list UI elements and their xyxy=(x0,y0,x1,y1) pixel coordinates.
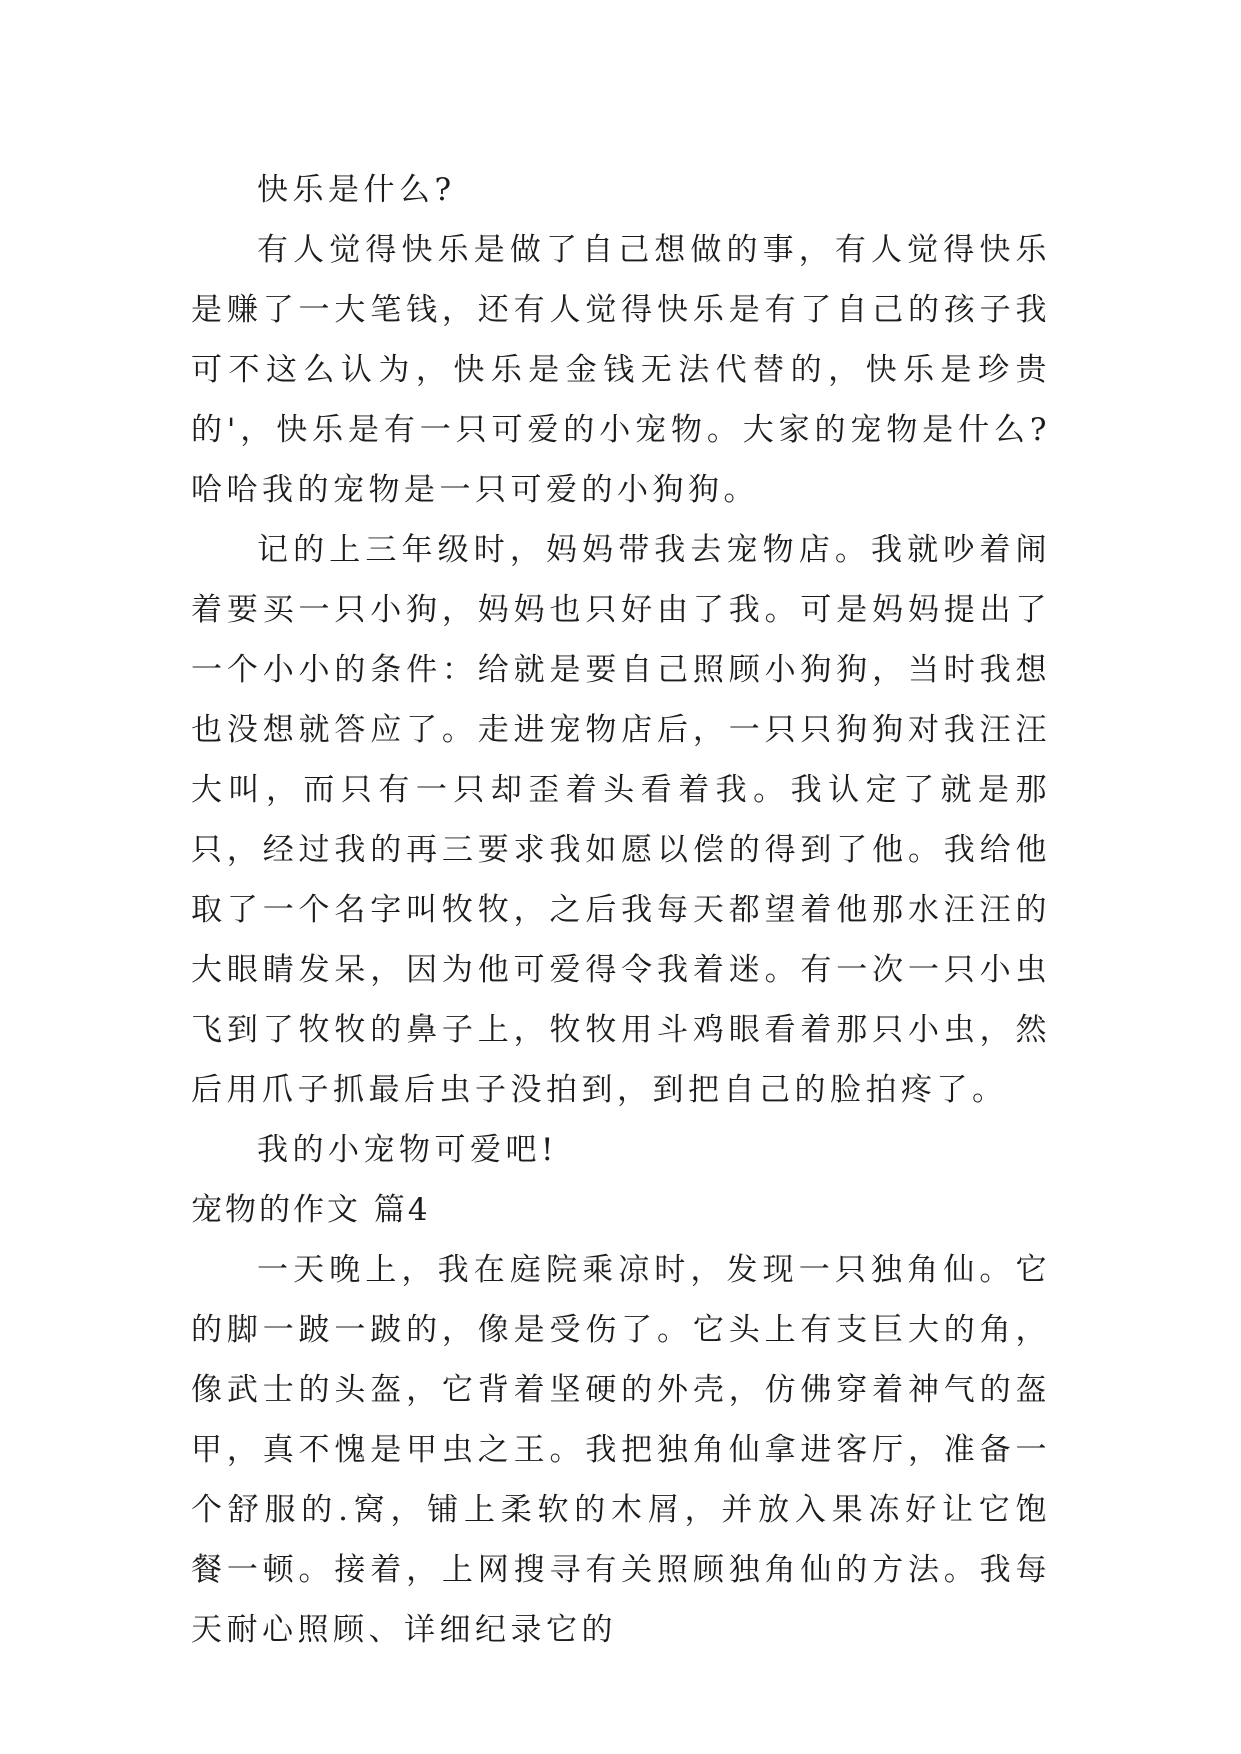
paragraph-beetle-story: 一天晚上，我在庭院乘凉时，发现一只独角仙。它的脚一跛一跛的，像是受伤了。它头上有支巨大的角，像武士的头盔，它背着坚硬的外壳，仿佛穿着神气的盔甲，真不愧是甲虫之王。我把独角仙拿进客厅，准备一个舒服的.窝，铺上柔软的木屑，并放入果冻好让它饱餐一顿。接着，上网搜寻有关照顾独角仙的方法。我每天耐心照顾、详细纪录它的 xyxy=(191,1252,1051,1648)
paragraph-question: 快乐是什么? xyxy=(257,172,456,208)
paragraph-puppy-story: 记的上三年级时，妈妈带我去宠物店。我就吵着闹着要买一只小狗，妈妈也只好由了我。可是妈妈提出了一个小小的条件：给就是要自己照顾小狗狗，当时我想也没想就答应了。走进宠物店后，一只只狗狗对我汪汪大叫，而只有一只却歪着头看着我。我认定了就是那只，经过我的再三要求我如愿以偿的得到了他。我给他取了一个名字叫牧牧，之后我每天都望着他那水汪汪的大眼睛发呆，因为他可爱得令我着迷。有一次一只小虫飞到了牧牧的鼻子上，牧牧用斗鸡眼看着那只小虫，然后用爪子抓最后虫子没拍到，到把自己的脸拍疼了。 xyxy=(191,532,1051,1108)
document-body xyxy=(191,160,1051,1660)
paragraph-happiness: 有人觉得快乐是做了自己想做的事，有人觉得快乐是赚了一大笔钱，还有人觉得快乐是有了自己的孩子我可不这么认为，快乐是金钱无法代替的，快乐是珍贵的'，快乐是有一只可爱的小宠物。大家的宠物是什么?哈哈我的宠物是一只可爱的小狗狗。 xyxy=(191,232,1051,508)
section-heading: 宠物的作文 篇4 xyxy=(191,1192,431,1228)
paragraph-conclusion: 我的小宠物可爱吧! xyxy=(257,1132,558,1168)
